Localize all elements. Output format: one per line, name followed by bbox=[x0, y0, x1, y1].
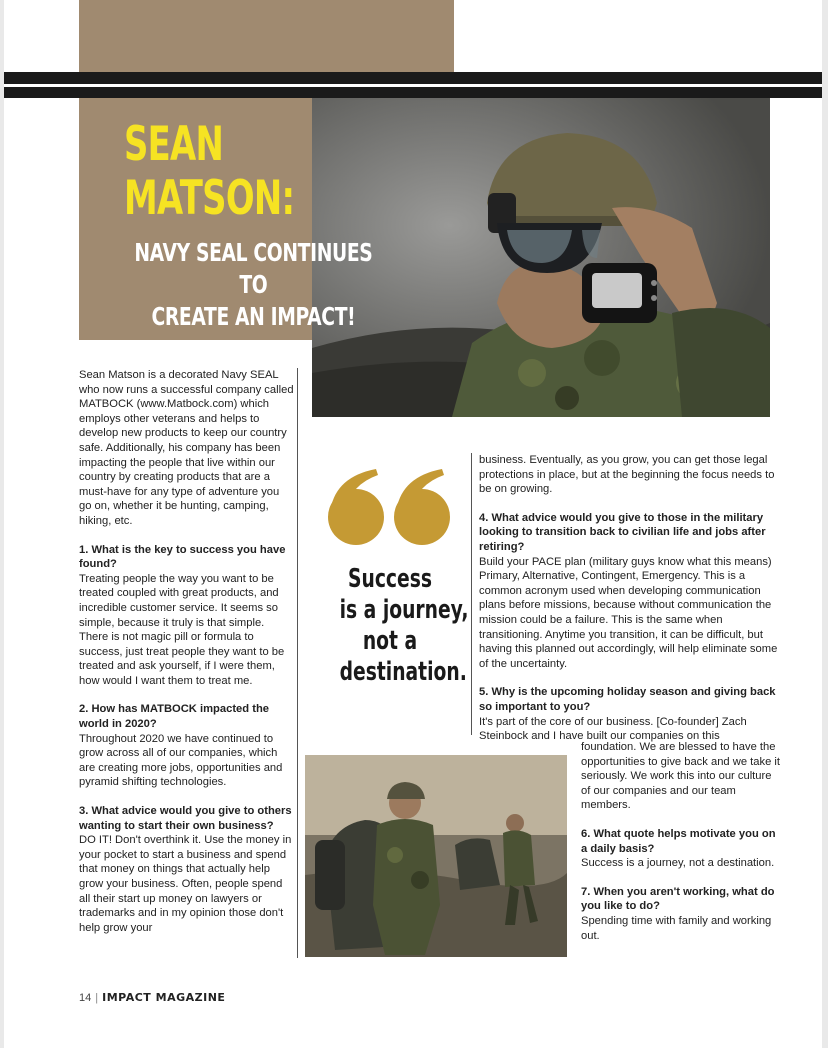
answer-2: Throughout 2020 we have continued to grow across all of our companies, which are creating more jobs, opportunities and pyramid shifting technologies. bbox=[79, 732, 283, 789]
answer-4: Build your PACE plan (military guys know what this means) Primary, Alternative, Contingent, Emergency. This is a common acronym used when developing communication plans before missions, because without communication the mission could be a failure. This is the same when transitioning. Anytime you transition, it can be difficult, but having this planned out accordingly, will help eliminate some of the uncertainty. bbox=[479, 555, 778, 670]
answer-7: Spending time with family and working out. bbox=[581, 914, 772, 942]
answer-5-part-2: foundation. We are blessed to have the opportunities to give back and we take it seriously. We work this into our culture of our companies and our team members. bbox=[581, 741, 781, 812]
pull-quote-line-4: destination. bbox=[339, 657, 467, 687]
page-number: 14 bbox=[79, 992, 92, 1004]
footer-separator: | bbox=[95, 992, 99, 1004]
question-7: 7. When you aren't working, what do you like to do? bbox=[581, 885, 775, 913]
right-column-top bbox=[479, 453, 779, 744]
pull-quote-line-3: not a bbox=[362, 626, 418, 656]
headline-line-1: SEAN bbox=[124, 117, 224, 172]
page-footer bbox=[79, 991, 225, 1004]
answer-6: Success is a journey, not a destination. bbox=[581, 857, 775, 870]
subheadline-line-2: CREATE AN IMPACT! bbox=[151, 302, 356, 331]
headline-line-2: MATSON: bbox=[124, 171, 295, 226]
header-rule-bottom bbox=[4, 87, 822, 98]
question-5: 5. Why is the upcoming holiday season and giving back so important to you? bbox=[479, 686, 776, 713]
question-1: 1. What is the key to success you have found? bbox=[79, 543, 286, 571]
right-column-bottom bbox=[581, 740, 781, 943]
pull-quote-line-1: Success bbox=[348, 564, 432, 594]
magazine-name: IMPACT MAGAZINE bbox=[102, 991, 226, 1004]
question-6: 6. What quote helps motivate you on a daily basis? bbox=[581, 827, 776, 855]
team-illustration-icon bbox=[305, 755, 567, 957]
answer-5-part-1: It's part of the core of our business. [Co-founder] Zach Steinbock and I have built our companies on this bbox=[479, 715, 747, 743]
pull-quote bbox=[320, 564, 469, 688]
question-3: 3. What advice would you give to others wanting to start their own business? bbox=[79, 805, 292, 832]
top-color-band bbox=[79, 0, 454, 72]
subheadline bbox=[124, 237, 383, 333]
header-rule-top bbox=[4, 72, 822, 84]
question-4: 4. What advice would you give to those in the military looking to transition back to civilian life and jobs after retiring? bbox=[479, 511, 766, 553]
quote-mark-icon bbox=[324, 455, 454, 555]
answer-3-continued: business. Eventually, as you grow, you can get those legal protections in place, but at the beginning the focus needs to be on growing. bbox=[479, 454, 775, 496]
column-divider-left bbox=[297, 368, 298, 958]
magazine-page bbox=[4, 0, 822, 1048]
intro-paragraph: Sean Matson is a decorated Navy SEAL who now runs a successful company called MATBOCK (www.Matbock.com) which employs other veterans and helps to develop new products to keep our country safe. Additionally, his company has been impacting the people that live within our country by creating products that are a must-have for any type of adventure you go on, whether it be hunting, camping, hiking, etc. bbox=[79, 369, 294, 527]
question-2: 2. How has MATBOCK impacted the world in 2020? bbox=[79, 703, 270, 731]
subheadline-line-1: NAVY SEAL CONTINUES TO bbox=[134, 238, 373, 299]
pull-quote-line-2: is a journey, bbox=[339, 595, 469, 625]
answer-3: DO IT! Don't overthink it. Use the money in your pocket to start a business and spend that money on things that actually help grow your business. Often, people spend all their start up money on lawyers or trademarks and in my opinion those don't help grow your bbox=[79, 834, 292, 934]
column-divider-right bbox=[471, 453, 472, 735]
headline bbox=[124, 118, 294, 226]
answer-1: Treating people the way you want to be treated coupled with great products, and incredible customer service. It seems so simple, because it truly is that simple. There is not magic pill or formula to success, just treat people they want to be treated and ask yourself, if I were them, how would I want them to treat me. bbox=[79, 572, 285, 687]
seal-team-beach-photo bbox=[305, 755, 567, 957]
left-column bbox=[79, 368, 294, 935]
